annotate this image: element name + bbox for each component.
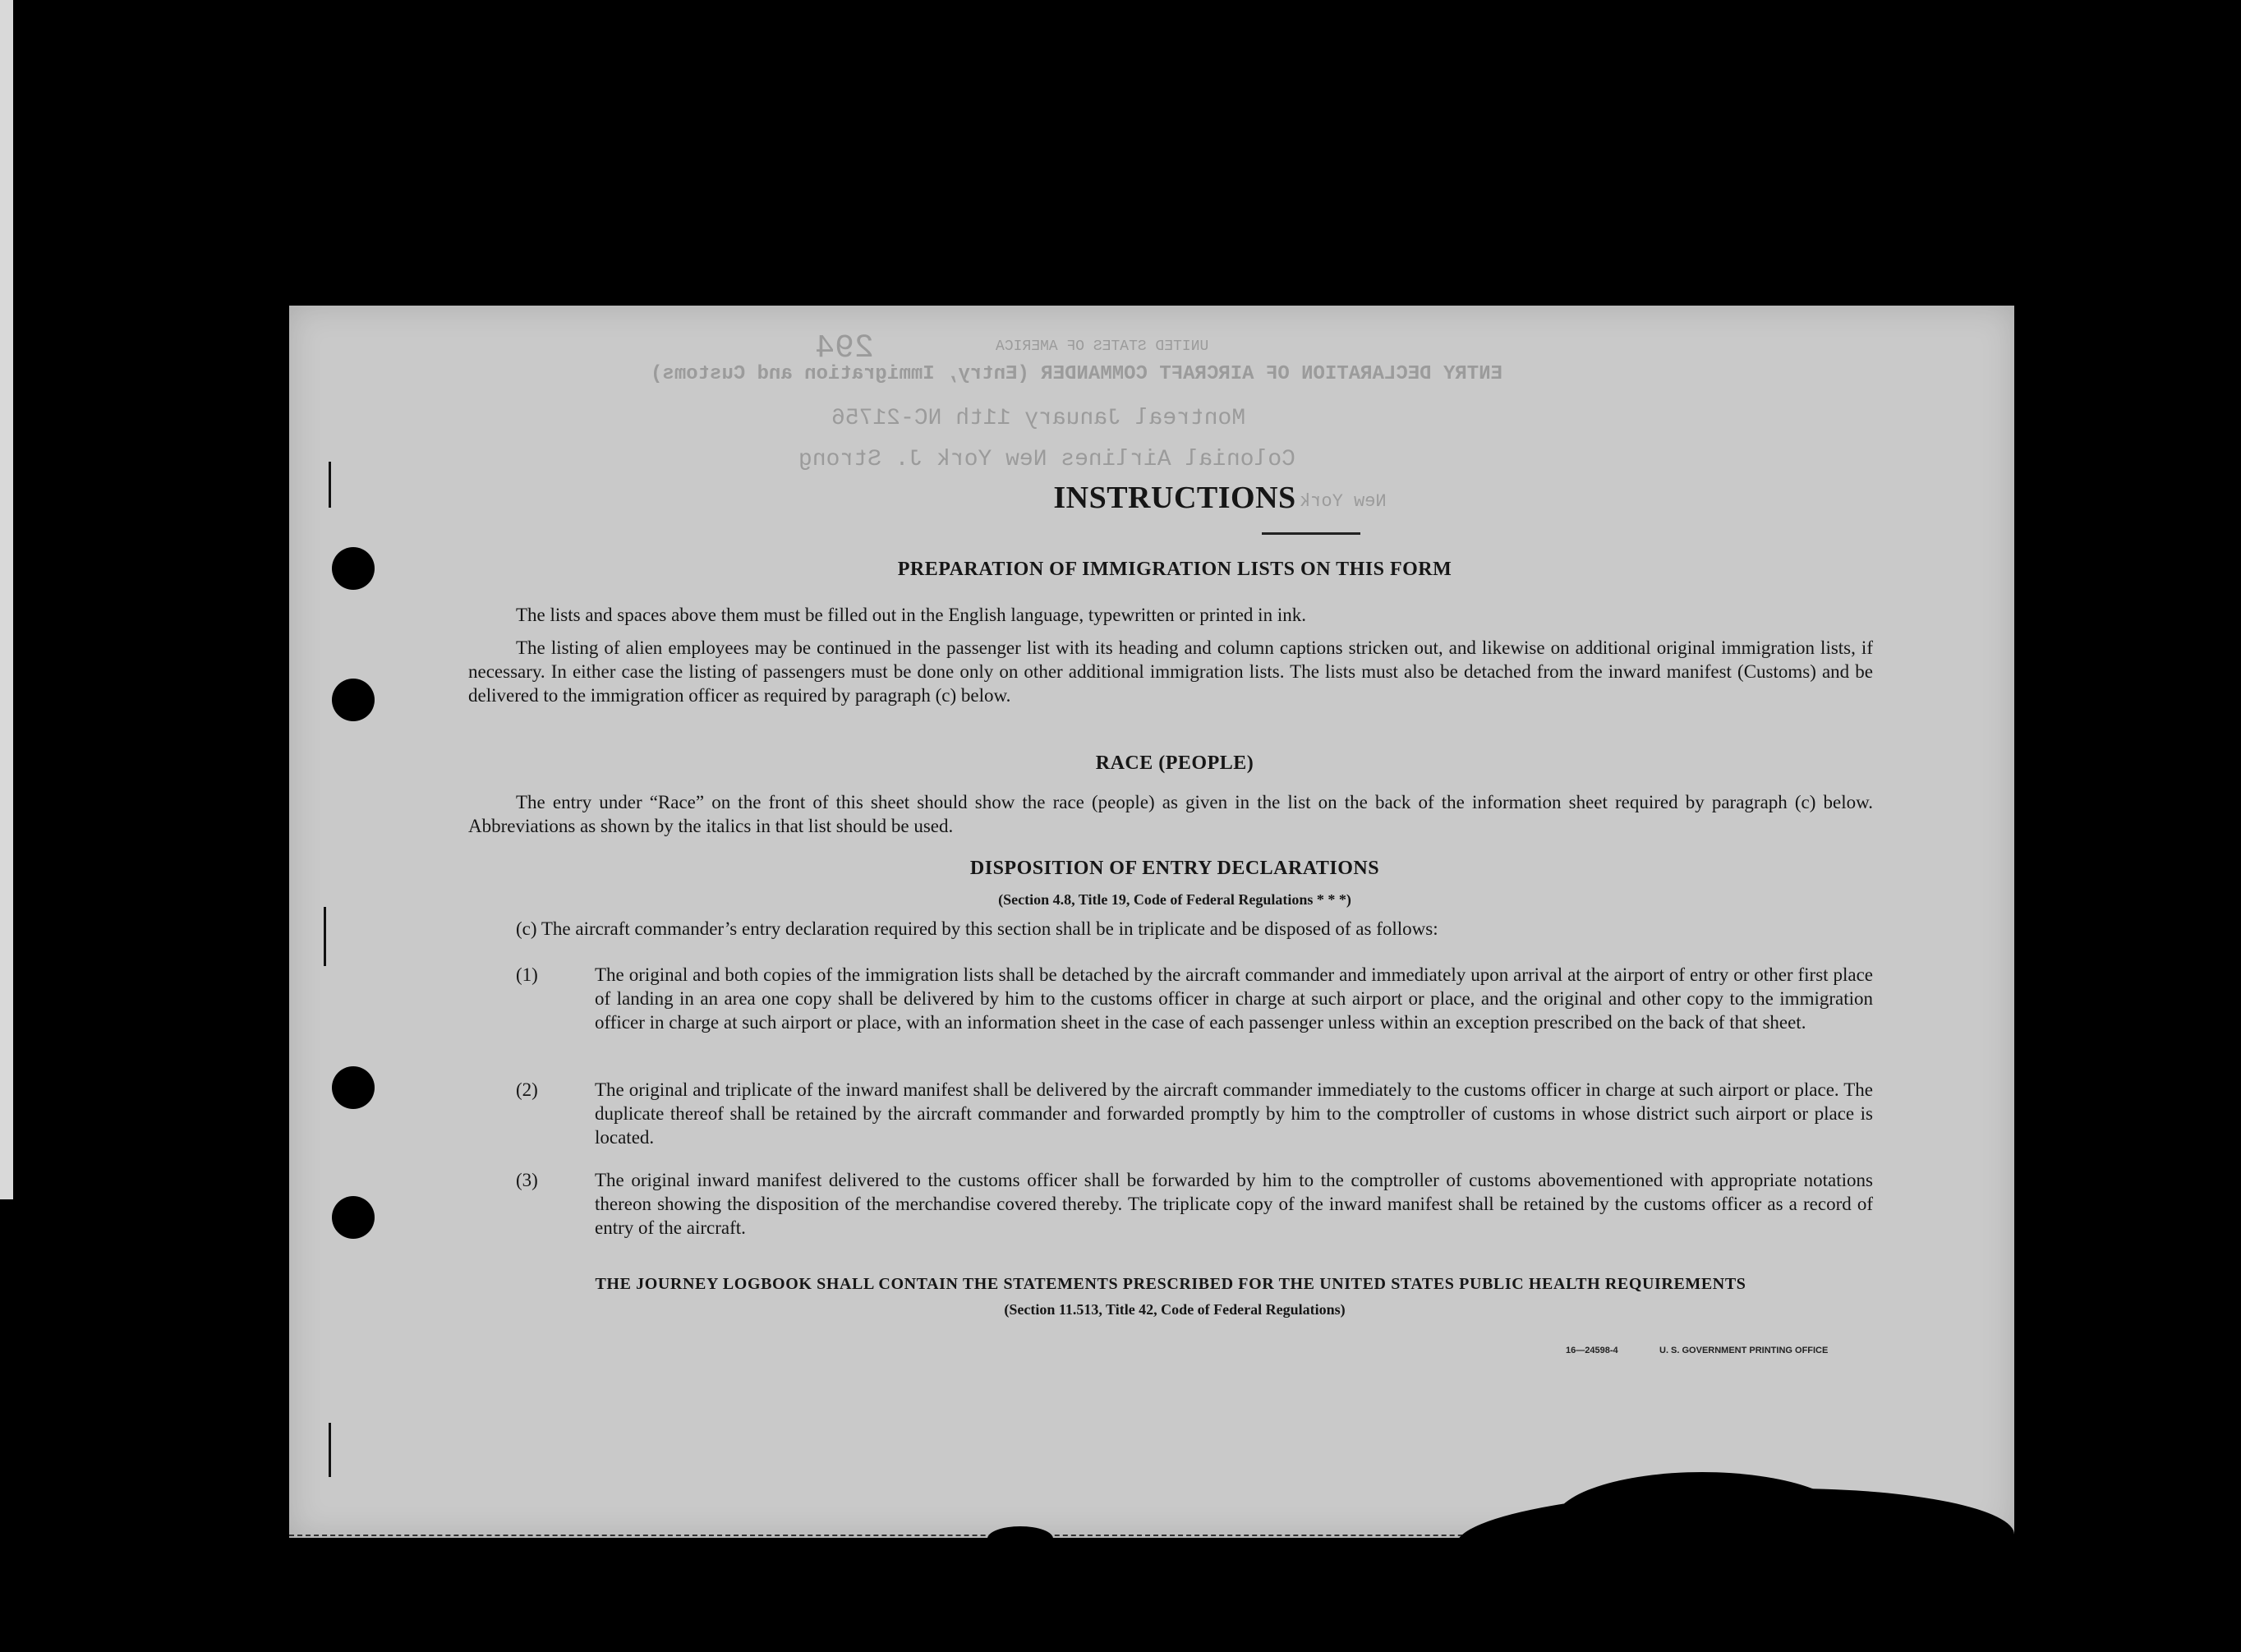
margin-mark [329,462,331,508]
bleed-through-line-5: New York [1300,491,1387,512]
title-rule [1262,532,1360,535]
section-heading-immigration-lists: PREPARATION OF IMMIGRATION LISTS ON THIS FORM [897,559,1452,580]
disposition-citation: (Section 4.8, Title 19, Code of Federal Regulations * * *) [998,891,1351,908]
section-heading-race: RACE (PEOPLE) [1095,752,1254,774]
item-text: The original and triplicate of the inward manifest shall be delivered by the aircraft commander immediately to the customs officer in charge at such airport or place. The duplicate thereof shall be retained by the aircraft commander and forwarded promptly by him to the comptroller of customs in whose district such airport or place is located. [595,1079,1873,1148]
disposition-item-2 [516,1078,1873,1149]
printer-imprint: U. S. GOVERNMENT PRINTING OFFICE [1659,1346,1829,1355]
bleed-through-line-4: Colonial Airlines New York J. Strong [798,447,1295,472]
binder-hole [332,1066,375,1109]
binder-hole [332,547,375,590]
disposition-item-1 [516,963,1873,1034]
item-number: (2) [516,1079,538,1100]
paragraph-alien-employees: The listing of alien employees may be continued in the passenger list with its heading and column captions stricken out, and likewise on additional original immigration lists, if necessary. In either case the listing of passengers must be done only on other additional immigration lists. The lists must also be detached from the inward manifest (Customs) and be delivered to the immigration officer as required by paragraph (c) below. [468,637,1873,706]
item-text: The original inward manifest delivered to the customs officer shall be forwarded by him to the comptroller of customs abovementioned with appropriate notations thereon showing the disposition of the merchandise covered thereby. The triplicate copy of the inward manifest shall be retained by the customs officer as a record of entry of the aircraft. [595,1170,1873,1238]
paragraph-fill-out: The lists and spaces above them must be filled out in the English language, typewritten or printed in ink. [516,605,1306,625]
item-number: (3) [516,1170,538,1190]
health-requirements-statement: THE JOURNEY LOGBOOK SHALL CONTAIN THE STATEMENTS PRESCRIBED FOR THE UNITED STATES PUBLIC HEALTH REQUIREMENTS [595,1275,1746,1293]
instructions-block [468,306,1881,1538]
section-heading-disposition: DISPOSITION OF ENTRY DECLARATIONS [969,858,1380,879]
margin-mark [324,907,326,966]
item-number: (1) [516,964,538,985]
binder-hole [332,679,375,721]
margin-mark [329,1423,331,1477]
form-print-code: 16—24598-4 [1566,1346,1618,1355]
instructions-title: INSTRUCTIONS [1053,481,1296,515]
bleed-through-line-2: ENTRY DECLARATION OF AIRCRAFT COMMANDER (Entry, Immigration and Customs) [651,363,1502,385]
scan-edge-strip [0,0,13,1199]
disposition-item-3 [516,1168,1873,1240]
document-page [289,306,2014,1538]
bleed-through-number: 294 [815,330,875,367]
item-text: The original and both copies of the immigration lists shall be detached by the aircraft commander and immediately upon arrival at the airport of entry or other first place of landing in an area one copy shall be delivered by him to the customs officer in charge at such airport or place, and the original and other copy to the immigration officer in charge at such airport or place, with an information sheet in the case of each passenger unless within an exception prescribed on the back of that sheet. [595,964,1873,1033]
bleed-through-line-3: Montreal January 11th NC-21756 [831,406,1246,431]
bleed-through-line-1: UNITED STATES OF AMERICA [996,338,1209,355]
binder-hole [332,1196,375,1239]
paragraph-disposition-intro: (c) The aircraft commander’s entry declaration required by this section shall be in triplicate and be disposed of as follows: [516,918,1438,939]
paragraph-race: The entry under “Race” on the front of this sheet should show the race (people) as given in the list on the back of the information sheet required by paragraph (c) below. Abbreviations as shown by the italics in that list should be used. [468,792,1873,836]
health-requirements-citation: (Section 11.513, Title 42, Code of Federal Regulations) [1004,1301,1346,1318]
